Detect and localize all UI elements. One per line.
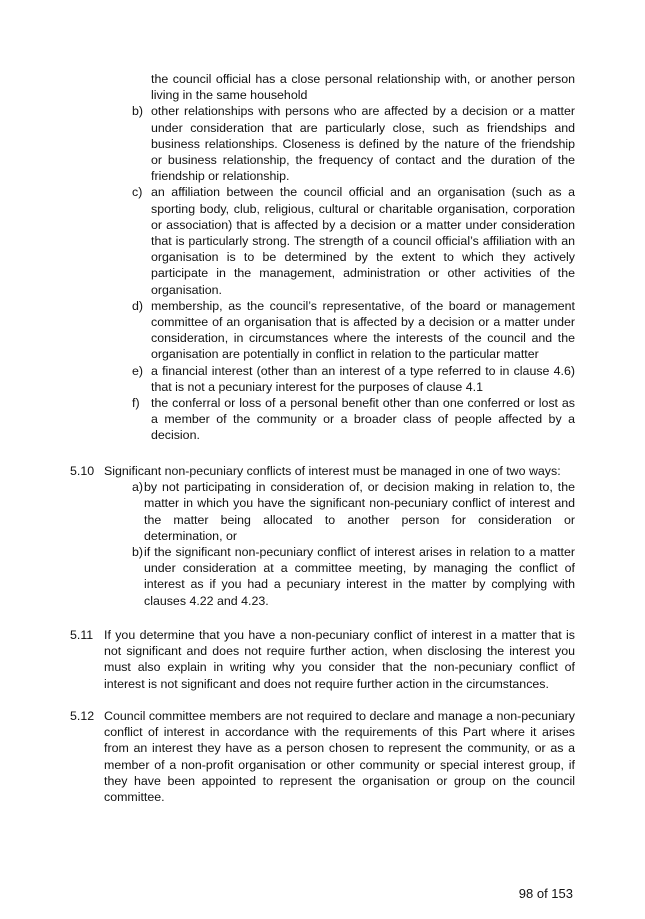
list-item-label: b)	[132, 545, 144, 560]
list-item-text: an affiliation between the council official and an organisation (such as a sporting body, club, religious, cultural or charitable organisation, corporation or association) that is affected by a decision or a matter under consideration that is particularly strong. The strength of a council official’s affiliation with an organisation is to be determined by the extent to which they actively participate in the management, administration or other activities of the organisation.	[151, 185, 575, 297]
clause-text: Significant non-pecuniary conflicts of interest must be managed in one of two ways:	[104, 464, 561, 478]
list-item-a	[70, 479, 575, 544]
list-item-f	[70, 395, 575, 444]
list-item-text: other relationships with persons who are affected by a decision or a matter under consideration that are particularly close, such as friendships and business relationships. Closeness is defined by the nature of the friendship or business relationship, the frequency of contact and the duration of the friendship or relationship.	[151, 104, 575, 184]
clause-text: Council committee members are not required to declare and manage a non-pecuniary conflict of interest in accordance with the requirements of this Part where it arises from an interest they have as a person chosen to represent the community, or as a member of a non-profit organisation or other community or special interest group, if they have been appointed to represent the organisation or group on the council committee.	[104, 709, 575, 805]
list-item-text: membership, as the council’s representative, of the board or management committee of an organisation that is affected by a decision or a matter under consideration, in circumstances where the interests of the council and the organisation are potentially in conflict in relation to the particular matter	[151, 298, 575, 362]
clause-5-11	[70, 627, 575, 692]
list-item-label: a)	[132, 480, 144, 495]
clause-5-10	[70, 463, 575, 609]
list-item-label: f)	[132, 396, 140, 411]
page-number: 98 of 153	[518, 886, 573, 901]
clause-number: 5.12	[70, 709, 95, 723]
list-item-label: d)	[132, 298, 144, 313]
list-item-text: the conferral or loss of a personal benefit other than one conferred or lost as a member of the community or a broader class of people affected by a decision.	[151, 396, 575, 443]
list-item-b	[70, 544, 575, 609]
clause-number: 5.11	[70, 628, 94, 642]
list-item-d	[70, 298, 575, 363]
clause-text: If you determine that you have a non-pecuniary conflict of interest in a matter that is not significant and does not require further action, when disclosing the interest you must also explain in writing why you consider that the non-pecuniary conflict of interest is not significant and does not require further action in the circumstances.	[104, 628, 575, 691]
clause-number: 5.10	[70, 464, 95, 478]
clause-5-10-heading	[70, 463, 575, 479]
list-item-b	[70, 103, 575, 184]
list-item-text: a financial interest (other than an interest of a type referred to in clause 4.6) that is not a pecuniary interest for the purposes of clause 4.1	[151, 363, 575, 394]
clause-5-11-body	[70, 627, 575, 692]
continued-text: the council official has a close personal relationship with, or another person living in the same household	[151, 72, 575, 103]
list-item-text: if the significant non-pecuniary conflict of interest arises in relation to a matter under consideration at a committee meeting, by managing the conflict of interest as if you had a pecuniary interest in the matter by complying with clauses 4.22 and 4.23.	[144, 545, 575, 608]
list-item-label: e)	[132, 363, 144, 378]
list-item-text: by not participating in consideration of, or decision making in relation to, the matter in which you have the significant non-pecuniary conflict of interest and the matter being allocated to another person for consideration or determination, or	[144, 480, 575, 543]
clause-5-9-list-tail	[70, 71, 575, 444]
clause-5-12-body	[70, 708, 575, 805]
clause-5-12	[70, 708, 575, 805]
list-item-e	[70, 363, 575, 395]
list-item-c	[70, 184, 575, 297]
list-item-label: b)	[132, 104, 144, 119]
list-item-label: c)	[132, 185, 143, 200]
